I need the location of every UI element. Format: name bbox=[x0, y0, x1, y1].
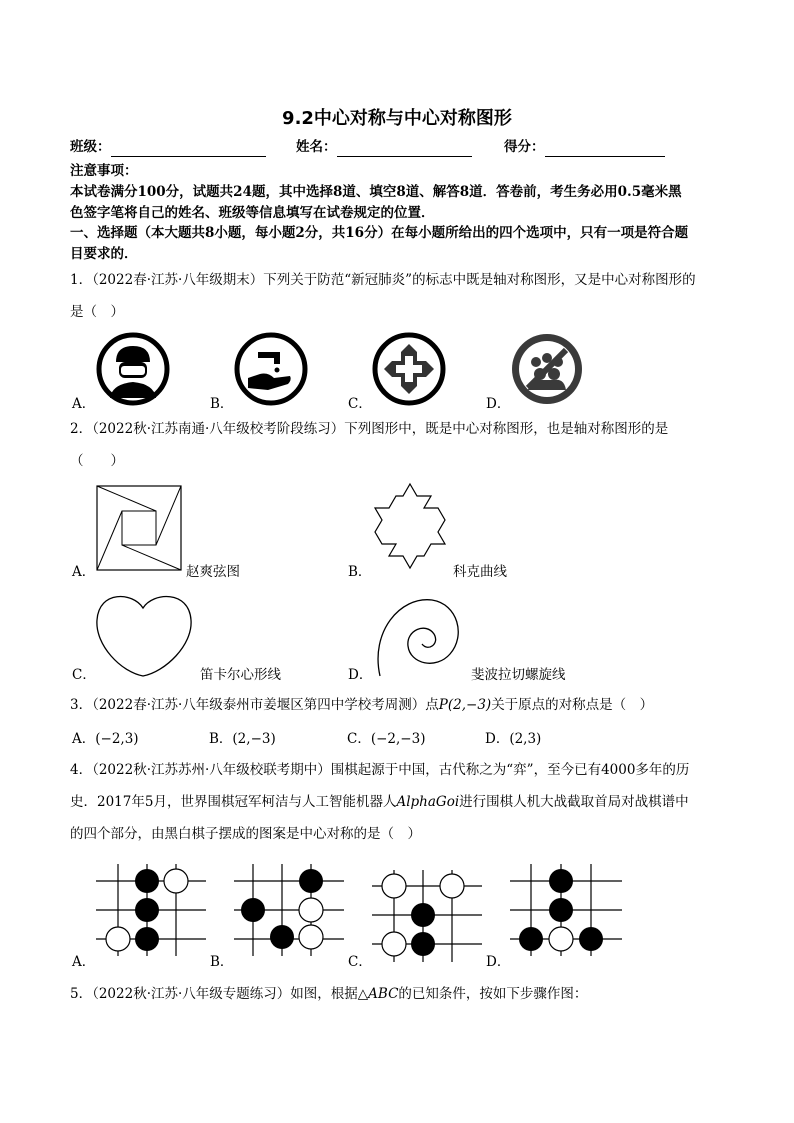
q2-caption-a: 赵爽弦图 bbox=[186, 564, 240, 580]
go-board-a bbox=[96, 864, 206, 956]
q3-line-1 bbox=[70, 695, 653, 715]
q1-option-b[interactable]: B． bbox=[210, 396, 234, 412]
q4-line2-prefix: 史．2017年5月，世界围棋冠军柯洁与人工智能机器人 bbox=[70, 794, 397, 810]
q3-option-a[interactable]: A．(−2,3) bbox=[72, 731, 139, 747]
q4-option-a[interactable]: A． bbox=[72, 954, 96, 970]
q4-option-d[interactable]: D． bbox=[486, 954, 511, 970]
q1-option-a[interactable]: A． bbox=[72, 396, 96, 412]
cardioid-heart bbox=[93, 590, 195, 678]
q1-option-d[interactable]: D． bbox=[486, 396, 511, 412]
q4-line-3: 的四个部分，由黑白棋子摆成的图案是中心对称的是（ ） bbox=[70, 826, 421, 842]
q3-suffix: 关于原点的对称点是（ ） bbox=[491, 697, 654, 713]
q2-option-b[interactable]: B． bbox=[348, 564, 372, 580]
name-blank[interactable] bbox=[337, 142, 472, 157]
q4-alphago: AlphaGoi bbox=[396, 794, 460, 810]
q2-caption-c: 笛卡尔心形线 bbox=[200, 667, 281, 683]
score-label: 得分： bbox=[504, 139, 545, 155]
class-label: 班级： bbox=[70, 139, 111, 155]
section1-line-1: 一、选择题（本大题共8小题，每小题2分，共16分）在每小题所给出的四个选项中，只有一项是符合题 bbox=[70, 225, 689, 241]
q2-option-c[interactable]: C． bbox=[72, 667, 96, 683]
score-field bbox=[504, 137, 665, 157]
name-field bbox=[296, 137, 472, 157]
notice-line-2: 色签字笔将自己的姓名、班级等信息填写在试卷规定的位置． bbox=[70, 205, 435, 221]
koch-snowflake bbox=[370, 482, 450, 570]
go-board-b bbox=[234, 864, 344, 956]
q4-option-c[interactable]: C． bbox=[348, 954, 372, 970]
q2-caption-b: 科克曲线 bbox=[453, 564, 507, 580]
q4-line-1: 4．（2022秋·江苏苏州·八年级校联考期中）围棋起源于中国，古代称之为“弈”，至今已有4000多年的历 bbox=[70, 762, 690, 778]
q3-point: P(2,−3) bbox=[438, 697, 492, 713]
q3-option-b[interactable]: B．(2,−3) bbox=[209, 731, 276, 747]
q3-option-d[interactable]: D．(2,3) bbox=[485, 731, 542, 747]
hand-wash-icon bbox=[234, 332, 308, 406]
q1-line-1: 1．（2022春·江苏·八年级期末）下列关于防范“新冠肺炎”的标志中既是轴对称图形，又是中心对称图形的 bbox=[70, 272, 696, 288]
go-board-c bbox=[372, 870, 482, 962]
q3-prefix: 3．（2022春·江苏·八年级泰州市姜堰区第四中学校考周测）点 bbox=[70, 697, 439, 713]
page-title: 9.2中心对称与中心对称图形 bbox=[282, 108, 512, 129]
q2-option-d[interactable]: D． bbox=[348, 667, 373, 683]
q2-line-2: （ ） bbox=[70, 453, 124, 469]
zhao-shuang-diagram bbox=[96, 485, 182, 571]
q4-option-b[interactable]: B． bbox=[210, 954, 234, 970]
fibonacci-spiral bbox=[370, 592, 466, 682]
q4-line2-suffix: 进行围棋人机大战截取首局对战棋谱中 bbox=[459, 794, 689, 810]
q1-line-2: 是（ ） bbox=[70, 304, 124, 320]
q2-line-1: 2．（2022秋·江苏南通·八年级校考阶段练习）下列图形中，既是中心对称图形，也是轴对称图形的是 bbox=[70, 421, 669, 437]
notice-heading: 注意事项： bbox=[70, 163, 138, 179]
q2-caption-d: 斐波拉切螺旋线 bbox=[471, 667, 566, 683]
go-board-d bbox=[510, 864, 622, 956]
no-gathering-icon bbox=[510, 332, 584, 406]
q1-option-c[interactable]: C． bbox=[348, 396, 372, 412]
q2-option-a[interactable]: A． bbox=[72, 564, 96, 580]
q3-option-c[interactable]: C．(−2,−3) bbox=[347, 731, 426, 747]
class-field bbox=[70, 137, 266, 157]
q4-line-2 bbox=[70, 792, 689, 812]
q5-suffix: 的已知条件，按如下步骤作图： bbox=[398, 986, 588, 1002]
notice-line-1: 本试卷满分100分，试题共24题，其中选择8道、填空8道、解答8道．答卷前，考生务必用0.5毫米黑 bbox=[70, 184, 682, 200]
q5-prefix: 5．（2022秋·江苏·八年级专题练习）如图，根据 bbox=[70, 986, 358, 1002]
section1-line-2: 目要求的． bbox=[70, 246, 138, 262]
name-label: 姓名： bbox=[296, 139, 337, 155]
mask-person-icon bbox=[96, 332, 170, 406]
score-blank[interactable] bbox=[545, 142, 665, 157]
q5-line-1 bbox=[70, 984, 587, 1004]
class-blank[interactable] bbox=[111, 142, 266, 157]
medical-cross-icon bbox=[372, 332, 446, 406]
q5-triangle: △ABC bbox=[357, 986, 399, 1002]
